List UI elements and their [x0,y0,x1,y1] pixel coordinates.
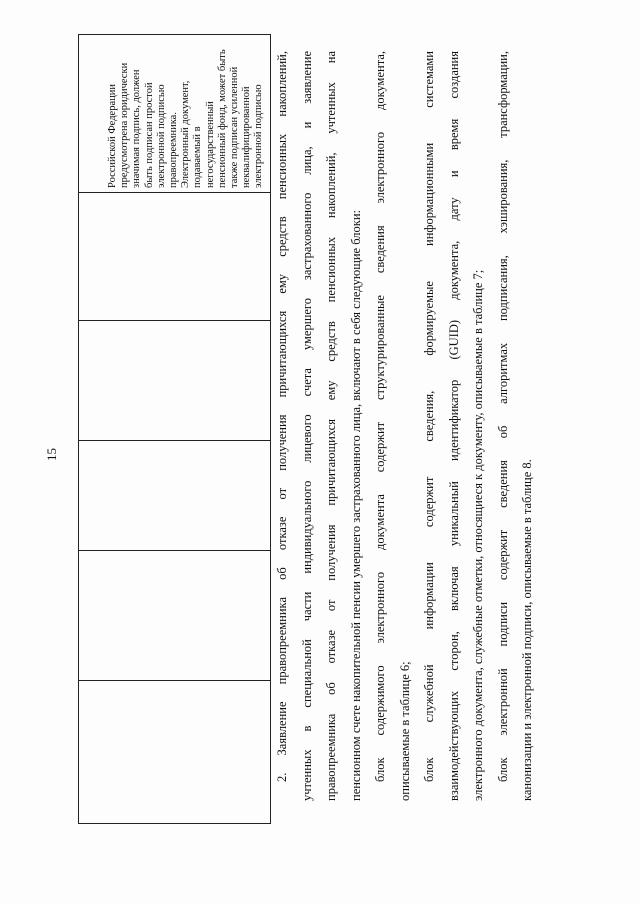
paragraph-line: блок содержимого электронного документа содержит структурированные сведения электронного документа, [373,51,387,782]
paragraph-line: учтенных в специальной части индивидуального лицевого счета умершего застрахованного лица, и заявление [299,51,314,801]
table-column-divider [79,680,270,681]
table-cell-line: электронной подписью [253,84,265,188]
table-column-divider [79,192,270,193]
paragraph-line: канонизации и электронной подписи, описываемые в таблице 8. [520,459,534,801]
table-cell-line: пенсионный фонд, может быть [216,49,228,188]
table-cell-line: быть подписан простой [143,82,155,188]
table-cell-line: Российской Федерации [107,84,118,188]
table-cell-line: неквалифицированной [241,86,253,188]
table-column-divider [79,550,270,551]
table-column-divider [79,440,270,441]
table-cell-line: Электронный документ, [180,80,192,188]
paragraph-line: правопреемника об отказе от получения причитающихся ему средств пенсионных накоплений, учтенных на [324,51,338,801]
paragraph-line: 2. Заявление правопреемника об отказе от получения причитающихся ему средств пенсионных накоплений, [275,51,289,782]
paragraph-line: пенсионном счете накопительной пенсии умершего застрахованного лица, включают в себя следующие блоки: [348,210,363,801]
paragraph-line: блок служебной информации содержит сведения, формируемые информационными системами [422,51,436,782]
paragraph-line: взаимодействующих сторон, включая уникальный идентификатор (GUID) документа, дату и время создания [446,51,461,801]
paragraph-line: электронного документа, служебные отметки, относящиеся к документу, описываемые в таблице 7; [471,269,485,801]
table-cell-line: правопреемника. [168,112,180,188]
table-cell-requirements [107,38,266,188]
paragraph-line: блок электронной подписи содержит сведения об алгоритмах подписания, хэширования, трансформации, [495,51,510,782]
table-column-divider [79,320,270,321]
paragraph-line: описываемые в таблице 6; [397,661,412,801]
table-cell-line: предусмотрена юридически [119,62,131,188]
table-fragment [78,34,271,824]
table-cell-line: значимая подпись, должен [131,69,143,188]
body-text [270,51,540,801]
table-cell-line: электронной подписью [155,84,167,188]
table-cell-line: подаваемый в [192,126,204,188]
table-cell-line: негосударственный [204,101,216,188]
page-number: 15 [44,448,59,461]
table-cell-line: также подписан усиленной [229,66,241,188]
